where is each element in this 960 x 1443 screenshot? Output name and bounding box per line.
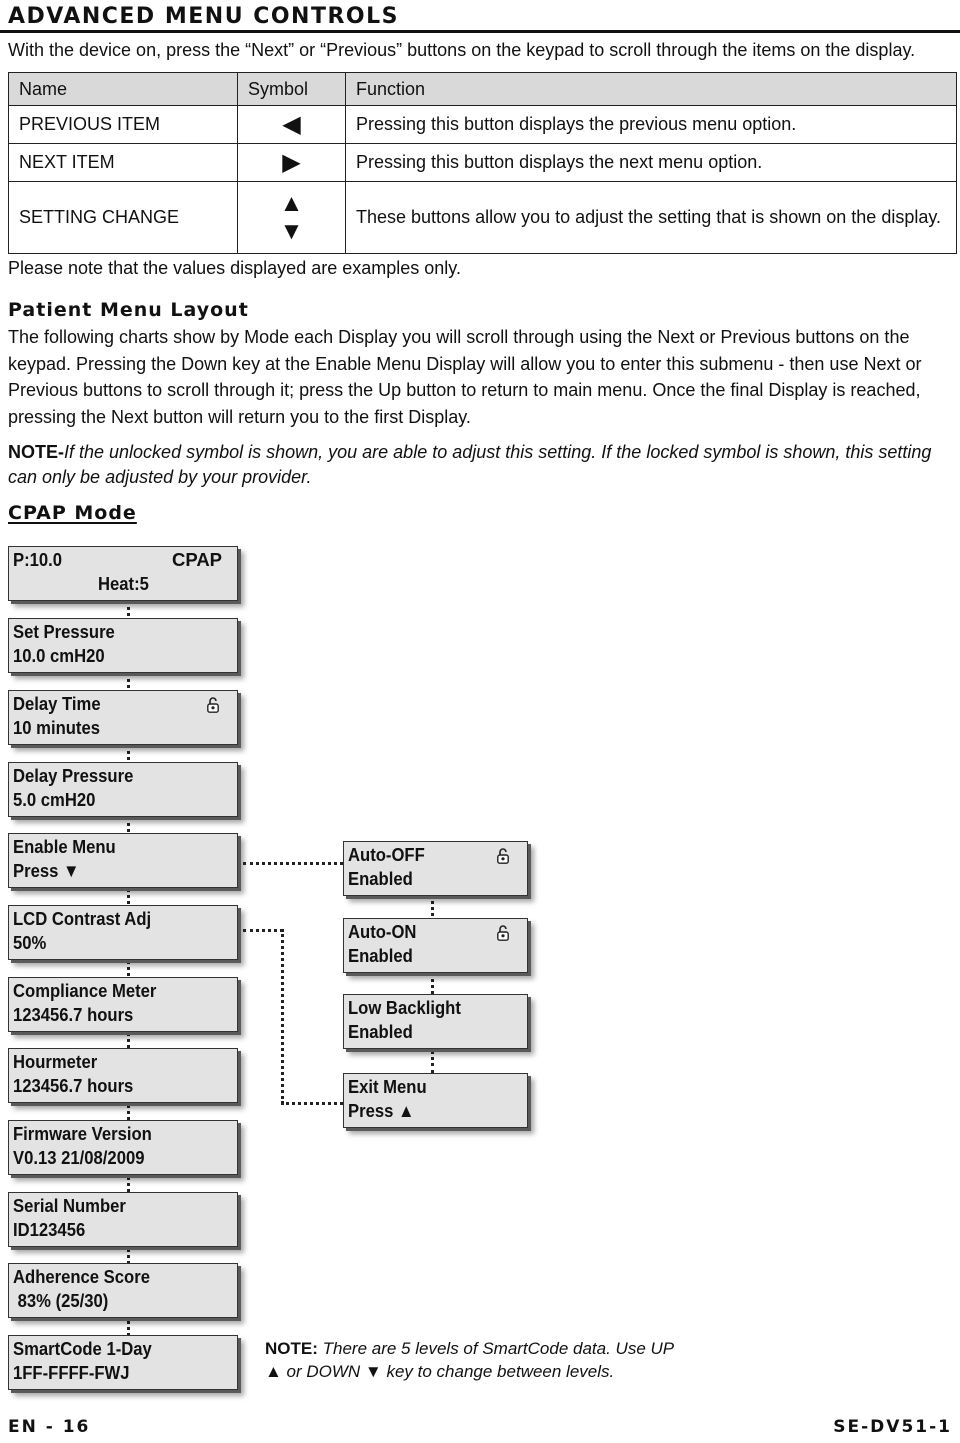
- smartcode-note-label: NOTE:: [265, 1339, 318, 1358]
- lcd-line2: 50%: [13, 932, 47, 953]
- patient-menu-paragraph: The following charts show by Mode each Display you will scroll through using the Next or Previous buttons on the keypad. Pressing the Down key at the Enable Menu Display will allow you to enter this submenu - then use Next or Previous buttons to scroll through it; press the Up button to return to main menu. Once the final Display is reached, pressing the Next button will return you to the first Display.: [8, 327, 922, 427]
- lcd-line1: Hourmeter: [13, 1051, 98, 1072]
- lcd-display-status: [8, 546, 238, 601]
- exit-connector-top: [243, 929, 283, 932]
- table-header-row: [9, 73, 957, 106]
- lcd-display-firmware-version: [8, 1120, 238, 1175]
- lcd-line2: Press ▼: [13, 860, 80, 881]
- lcd-line1: Compliance Meter: [13, 980, 157, 1001]
- lcd-line2: V0.13 21/08/2009: [13, 1147, 145, 1168]
- enable-menu-connector: [243, 862, 343, 865]
- lcd-line1: Delay Pressure: [13, 765, 134, 786]
- lcd-line1: Auto-OFF: [348, 844, 425, 865]
- right-triangle-icon: ▶: [238, 144, 346, 182]
- lcd-line1: Adherence Score: [13, 1266, 150, 1287]
- row-name: SETTING CHANGE: [9, 182, 238, 254]
- lcd-line1: SmartCode 1-Day: [13, 1338, 152, 1359]
- values-note: Please note that the values displayed are examples only.: [8, 258, 461, 278]
- lcd-line2: Press ▲: [348, 1100, 415, 1121]
- lcd-line1: Serial Number: [13, 1195, 126, 1216]
- row-name: NEXT ITEM: [9, 144, 238, 182]
- lcd-mode: CPAP: [172, 549, 223, 570]
- lcd-display-lcd-contrast: [8, 905, 238, 960]
- lcd-display-delay-time: [8, 690, 238, 745]
- lcd-line2: Enabled: [348, 945, 413, 966]
- unlocked-icon: [497, 848, 509, 864]
- lcd-display-compliance-meter: [8, 977, 238, 1032]
- row-function: Pressing this button displays the previous menu option.: [346, 106, 957, 144]
- lock-note: [8, 440, 953, 489]
- lcd-line1: Auto-ON: [348, 921, 417, 942]
- smartcode-note: [265, 1337, 685, 1383]
- page-number: EN - 16: [8, 1417, 91, 1437]
- heading-rule: [0, 30, 960, 33]
- lcd-display-delay-pressure: [8, 762, 238, 817]
- lcd-display-enable-menu: [8, 833, 238, 888]
- lcd-submenu-low-backlight: [343, 994, 528, 1049]
- lcd-line2: Enabled: [348, 868, 413, 889]
- cpap-mode-heading: CPAP Mode: [8, 502, 137, 524]
- lcd-display-set-pressure: [8, 618, 238, 673]
- intro-text: With the device on, press the “Next” or “Previous” buttons on the keypad to scroll through the items on the display.: [8, 40, 916, 60]
- down-triangle-icon: ▼: [279, 217, 304, 245]
- lcd-line1: Delay Time: [13, 693, 101, 714]
- note-text: If the unlocked symbol is shown, you are able to adjust this setting. If the locked symbol is shown, this setting can only be adjusted by your provider.: [8, 442, 932, 487]
- lcd-line2: 10 minutes: [13, 717, 100, 738]
- note-label: NOTE-: [8, 442, 64, 462]
- row-function: These buttons allow you to adjust the setting that is shown on the display.: [346, 182, 957, 254]
- left-triangle-icon: ◀: [238, 106, 346, 144]
- controls-table: [8, 72, 957, 254]
- table-header: Symbol: [238, 73, 346, 106]
- lcd-display-serial-number: [8, 1192, 238, 1247]
- lcd-display-adherence-score: [8, 1263, 238, 1318]
- document-code: SE-DV51-1: [833, 1417, 952, 1437]
- table-header: Name: [9, 73, 238, 106]
- lcd-line1: LCD Contrast Adj: [13, 908, 152, 929]
- lcd-line1: Low Backlight: [348, 997, 461, 1018]
- page-heading: ADVANCED MENU CONTROLS: [8, 4, 399, 29]
- lcd-line2: 10.0 cmH20: [13, 645, 105, 666]
- lcd-submenu-auto-off: [343, 841, 528, 896]
- lcd-line1: Firmware Version: [13, 1123, 152, 1144]
- lcd-display-hourmeter: [8, 1048, 238, 1103]
- lcd-line1: Enable Menu: [13, 836, 116, 857]
- exit-connector-vertical: [281, 929, 284, 1104]
- unlocked-icon: [207, 697, 219, 713]
- lcd-line2: ID123456: [13, 1219, 86, 1240]
- up-triangle-icon: ▲: [279, 189, 304, 217]
- lcd-line1: Exit Menu: [348, 1076, 427, 1097]
- table-row: [9, 106, 957, 144]
- lcd-line1: P:10.0: [13, 549, 63, 570]
- lcd-line2: Heat:5: [98, 573, 149, 594]
- lcd-line2: 83% (25/30): [13, 1290, 109, 1311]
- table-header: Function: [346, 73, 957, 106]
- lcd-line2: 5.0 cmH20: [13, 789, 96, 810]
- lcd-submenu-exit-menu: [343, 1073, 528, 1128]
- lcd-line2: 123456.7 hours: [13, 1004, 134, 1025]
- lcd-line2: Enabled: [348, 1021, 413, 1042]
- lcd-line1: Set Pressure: [13, 621, 115, 642]
- lcd-line2: 123456.7 hours: [13, 1075, 134, 1096]
- table-row: [9, 182, 957, 254]
- unlocked-icon: [497, 925, 509, 941]
- smartcode-note-text: There are 5 levels of SmartCode data. Use UP ▲ or DOWN ▼ key to change between levels.: [265, 1339, 674, 1381]
- up-down-symbol: [238, 182, 346, 254]
- row-name: PREVIOUS ITEM: [9, 106, 238, 144]
- lcd-submenu-auto-on: [343, 918, 528, 973]
- exit-connector-bottom: [281, 1102, 343, 1105]
- row-function: Pressing this button displays the next menu option.: [346, 144, 957, 182]
- patient-menu-heading: Patient Menu Layout: [8, 299, 249, 321]
- lcd-display-smartcode: [8, 1335, 238, 1390]
- lcd-line2: 1FF-FFFF-FWJ: [13, 1362, 130, 1383]
- table-row: [9, 144, 957, 182]
